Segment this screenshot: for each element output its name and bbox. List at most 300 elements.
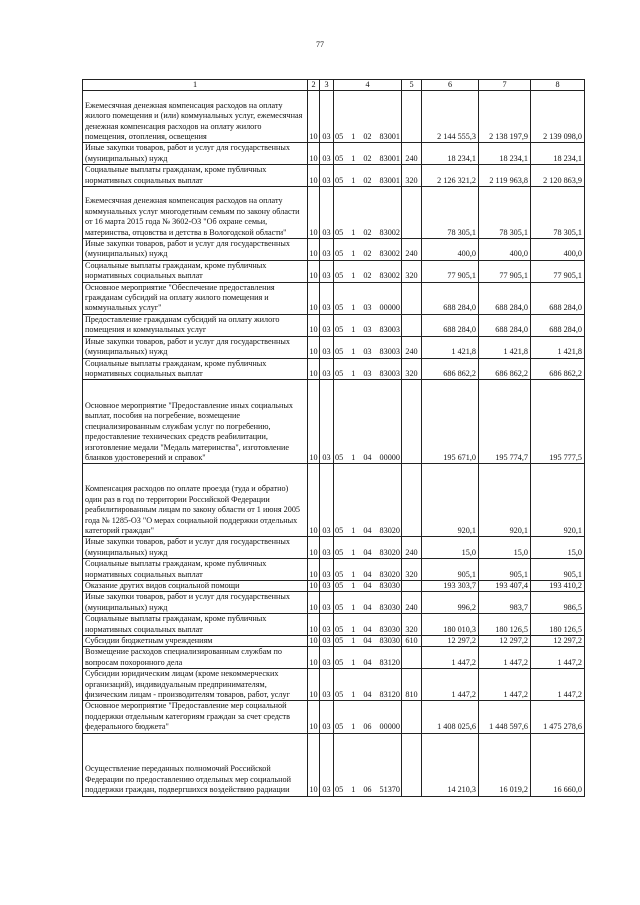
section-code: 10 — [308, 282, 320, 314]
subsection-code: 03 — [320, 187, 334, 239]
amount-2020: 15,0 — [479, 537, 531, 559]
section-code: 10 — [309, 635, 318, 645]
amount-2021: 12 297,2 — [531, 635, 585, 646]
amount-2020: 180 126,5 — [479, 614, 531, 636]
row-name: Иные закупки товаров, работ и услуг для государственных (муниципальных) нужд — [83, 239, 308, 261]
amount-2021: 986,5 — [531, 592, 585, 614]
section-code: 10 — [308, 165, 320, 187]
table-row — [83, 380, 585, 464]
subsection-code: 03 — [320, 239, 334, 261]
subsection-code: 03 — [320, 165, 334, 187]
target-article-parts — [334, 636, 401, 646]
expense-type-code — [402, 733, 422, 796]
amount-2019: 996,2 — [422, 592, 479, 614]
subsection-code: 03 — [320, 260, 334, 282]
code-part: 83002 — [379, 271, 400, 281]
code-part: 83001 — [379, 153, 400, 163]
code-part: 04 — [363, 624, 372, 634]
amount-2020: 195 774,7 — [479, 380, 531, 464]
amount-2021: 920,1 — [531, 464, 585, 537]
code-part: 05 — [335, 525, 344, 535]
amount-2020: 1 448 597,6 — [479, 701, 531, 733]
code-part: 02 — [363, 249, 372, 259]
amount-2019: 15,0 — [422, 537, 479, 559]
code-part: 1 — [351, 249, 356, 259]
subsection-code: 03 — [320, 537, 334, 559]
row-name: Социальные выплаты гражданам, кроме публичных нормативных социальных выплат — [83, 614, 308, 636]
expense-type-code: 320 — [402, 260, 422, 282]
amount-2021: 16 660,0 — [531, 733, 585, 796]
code-part: 1 — [351, 347, 356, 357]
code-part: 1 — [351, 368, 356, 378]
amount-2019: 78 305,1 — [422, 187, 479, 239]
subsection-code: 03 — [320, 669, 334, 701]
row-name: Социальные выплаты гражданам, кроме публичных нормативных социальных выплат — [83, 358, 308, 380]
code-part: 1 — [351, 785, 356, 795]
expense-type-code — [402, 380, 422, 464]
table-row — [83, 537, 585, 559]
code-part: 03 — [363, 303, 372, 313]
amount-2020: 12 297,2 — [479, 635, 531, 646]
table-row — [83, 635, 585, 646]
target-article-parts — [334, 722, 401, 732]
amount-2019: 14 210,3 — [422, 733, 479, 796]
code-part: 1 — [351, 525, 356, 535]
code-part: 83020 — [379, 525, 400, 535]
row-name: Социальные выплаты гражданам, кроме публичных нормативных социальных выплат — [83, 165, 308, 187]
amount-2020: 193 407,4 — [479, 580, 531, 591]
code-part: 04 — [363, 569, 372, 579]
code-part: 02 — [363, 175, 372, 185]
expense-type-code — [402, 464, 422, 537]
subsection-code: 03 — [320, 380, 334, 464]
section-code: 10 — [308, 733, 320, 796]
code-part: 02 — [363, 132, 372, 141]
section-code: 10 — [308, 592, 320, 614]
target-article-code — [334, 314, 402, 336]
section-code: 10 — [308, 537, 320, 559]
target-article-parts — [334, 690, 401, 700]
target-article-parts — [334, 369, 401, 379]
amount-2020: 18 234,1 — [479, 143, 531, 165]
amount-2021: 15,0 — [531, 537, 585, 559]
section-code: 10 — [308, 260, 320, 282]
subsection-code: 03 — [320, 701, 334, 733]
amount-2020: 688 284,0 — [479, 314, 531, 336]
code-part: 05 — [335, 635, 344, 645]
subsection-code: 03 — [320, 282, 334, 314]
amount-2019: 180 010,3 — [422, 614, 479, 636]
row-name: Иные закупки товаров, работ и услуг для государственных (муниципальных) нужд — [83, 143, 308, 165]
code-part: 05 — [335, 624, 344, 634]
expense-type-code — [402, 701, 422, 733]
target-article-parts — [334, 548, 401, 558]
code-part: 51370 — [379, 785, 400, 795]
table-row — [83, 701, 585, 733]
amount-2020: 2 138 197,9 — [479, 91, 531, 143]
amount-2021: 193 410,2 — [531, 580, 585, 591]
code-part: 83120 — [379, 657, 400, 667]
target-article-code — [334, 669, 402, 701]
amount-2020: 77 905,1 — [479, 260, 531, 282]
section-code: 10 — [308, 701, 320, 733]
code-part: 1 — [351, 722, 356, 732]
amount-2021: 686 862,2 — [531, 358, 585, 380]
subsection-code: 03 — [320, 733, 334, 796]
code-part: 04 — [363, 452, 372, 462]
target-article-parts — [334, 176, 401, 186]
section-code: 10 — [308, 314, 320, 336]
code-part: 83020 — [379, 547, 400, 557]
table-row — [83, 669, 585, 701]
section-code: 10 — [308, 187, 320, 239]
amount-2020: 2 119 963,8 — [479, 165, 531, 187]
amount-2021: 18 234,1 — [531, 143, 585, 165]
target-article-code — [334, 165, 402, 187]
subsection-code: 03 — [320, 314, 334, 336]
code-part: 1 — [351, 657, 356, 667]
target-article-code — [334, 239, 402, 261]
section-code: 10 — [308, 464, 320, 537]
target-article-code — [334, 260, 402, 282]
code-part: 05 — [335, 227, 344, 237]
code-part: 04 — [363, 602, 372, 612]
code-part: 05 — [335, 153, 344, 163]
amount-2021: 78 305,1 — [531, 187, 585, 239]
code-part: 02 — [363, 227, 372, 237]
target-article-parts — [334, 785, 401, 795]
code-part: 83003 — [379, 368, 400, 378]
amount-2021: 905,1 — [531, 559, 585, 581]
code-part: 05 — [335, 690, 344, 699]
target-article-code — [334, 614, 402, 636]
code-part: 1 — [351, 227, 356, 237]
subsection-code: 03 — [320, 143, 334, 165]
code-part: 1 — [351, 132, 356, 141]
target-article-parts — [334, 625, 401, 635]
amount-2019: 688 284,0 — [422, 282, 479, 314]
header-cell: 3 — [320, 80, 334, 91]
code-part: 05 — [335, 452, 344, 462]
amount-2020: 983,7 — [479, 592, 531, 614]
code-part: 1 — [351, 325, 356, 335]
amount-2021: 1 447,2 — [531, 647, 585, 669]
expense-type-code — [402, 187, 422, 239]
header-cell: 1 — [83, 80, 308, 91]
code-part: 1 — [351, 580, 356, 590]
amount-2021: 2 120 863,9 — [531, 165, 585, 187]
row-name: Предоставление гражданам субсидий на оплату жилого помещения и коммунальных услуг — [83, 314, 308, 336]
amount-2020: 78 305,1 — [479, 187, 531, 239]
row-name: Иные закупки товаров, работ и услуг для государственных (муниципальных) нужд — [83, 336, 308, 358]
section-code: 10 — [308, 143, 320, 165]
code-part: 1 — [351, 175, 356, 185]
table-row — [83, 647, 585, 669]
amount-2020: 16 019,2 — [479, 733, 531, 796]
amount-2019: 1 421,8 — [422, 336, 479, 358]
subsection-code: 03 — [320, 91, 334, 143]
code-part: 06 — [363, 722, 372, 732]
amount-2021: 77 905,1 — [531, 260, 585, 282]
row-name: Компенсация расходов по оплате проезда (туда и обратно) один раз в год по территории Российской Федерации реабилитированным лицам по закону области от 1 июня 2005 года № 1285-ОЗ "О мерах социальной поддержки отдельных категорий граждан" — [83, 464, 308, 537]
code-part: 06 — [363, 785, 372, 795]
amount-2019: 1 447,2 — [422, 647, 479, 669]
table-row — [83, 143, 585, 165]
target-article-code — [334, 559, 402, 581]
table-row — [83, 464, 585, 537]
code-part: 04 — [363, 690, 372, 699]
target-article-code — [334, 187, 402, 239]
code-part: 05 — [335, 175, 344, 185]
amount-2021: 400,0 — [531, 239, 585, 261]
section-code: 10 — [308, 614, 320, 636]
amount-2019: 920,1 — [422, 464, 479, 537]
table-row — [83, 559, 585, 581]
page-number: 77 — [316, 40, 324, 49]
code-part: 00000 — [379, 303, 400, 313]
expense-type-code: 610 — [402, 635, 422, 646]
section-code: 10 — [308, 647, 320, 669]
target-article-parts — [334, 603, 401, 613]
code-part: 83001 — [379, 175, 400, 185]
target-article-parts — [334, 526, 401, 536]
amount-2021: 180 126,5 — [531, 614, 585, 636]
target-article-code — [334, 701, 402, 733]
target-article-code — [334, 647, 402, 669]
code-part: 03 — [363, 368, 372, 378]
amount-2019: 195 671,0 — [422, 380, 479, 464]
amount-2019: 2 126 321,2 — [422, 165, 479, 187]
target-article-code — [334, 380, 402, 464]
amount-2021: 195 777,5 — [531, 380, 585, 464]
row-name: Возмещение расходов специализированным службам по вопросам похоронного дела — [83, 647, 308, 669]
code-part: 1 — [351, 635, 356, 645]
row-name: Иные закупки товаров, работ и услуг для государственных (муниципальных) нужд — [83, 537, 308, 559]
expense-type-code — [402, 647, 422, 669]
expense-type-code: 240 — [402, 336, 422, 358]
row-name: Субсидии бюджетным учреждениям — [83, 635, 308, 646]
code-part: 04 — [363, 547, 372, 557]
expense-type-code — [402, 314, 422, 336]
amount-2020: 1 421,8 — [479, 336, 531, 358]
header-cell: 6 — [422, 80, 479, 91]
code-part: 1 — [351, 452, 356, 462]
amount-2019: 686 862,2 — [422, 358, 479, 380]
code-part: 04 — [363, 525, 372, 535]
code-part: 1 — [351, 624, 356, 634]
row-name: Социальные выплаты гражданам, кроме публичных нормативных социальных выплат — [83, 260, 308, 282]
subsection-code: 03 — [320, 635, 334, 646]
code-part: 00000 — [379, 452, 400, 462]
expense-type-code: 240 — [402, 592, 422, 614]
code-part: 04 — [363, 635, 372, 645]
code-part: 04 — [363, 580, 372, 590]
subsection-code: 03 — [320, 358, 334, 380]
table-row — [83, 358, 585, 380]
target-article-parts — [334, 271, 401, 281]
target-article-parts — [334, 581, 401, 591]
target-article-code — [334, 635, 402, 646]
target-article-code — [334, 358, 402, 380]
code-part: 83001 — [379, 132, 400, 141]
expense-type-code: 320 — [402, 614, 422, 636]
code-part: 05 — [335, 547, 344, 557]
amount-2020: 1 447,2 — [479, 647, 531, 669]
code-part: 05 — [335, 303, 344, 313]
header-cell: 4 — [334, 80, 402, 91]
section-code: 10 — [308, 380, 320, 464]
amount-2019: 688 284,0 — [422, 314, 479, 336]
header-cell: 7 — [479, 80, 531, 91]
target-article-parts — [334, 658, 401, 668]
expense-type-code: 240 — [402, 239, 422, 261]
code-part: 83020 — [379, 569, 400, 579]
amount-2020: 686 862,2 — [479, 358, 531, 380]
amount-2020: 688 284,0 — [479, 282, 531, 314]
row-name: Социальные выплаты гражданам, кроме публичных нормативных социальных выплат — [83, 559, 308, 581]
expense-type-code: 320 — [402, 358, 422, 380]
amount-2021: 688 284,0 — [531, 282, 585, 314]
code-part: 04 — [363, 657, 372, 667]
code-part: 83030 — [379, 602, 400, 612]
code-part: 1 — [351, 271, 356, 281]
target-article-code — [334, 464, 402, 537]
target-article-parts — [334, 303, 401, 313]
code-part: 1 — [351, 569, 356, 579]
section-code: 10 — [308, 91, 320, 143]
code-part: 05 — [335, 271, 344, 281]
target-article-code — [334, 91, 402, 143]
code-part: 05 — [335, 325, 344, 335]
table-row — [83, 336, 585, 358]
code-part: 05 — [335, 722, 344, 732]
expense-type-code — [402, 282, 422, 314]
subsection-code: 03 — [320, 336, 334, 358]
row-name: Ежемесячная денежная компенсация расходов на оплату жилого помещения и (или) коммунальных услуг, ежемесячная денежная компенсация расходов на оплату жилого помещения, отопления, освещения — [83, 91, 308, 143]
subsection-code: 03 — [320, 592, 334, 614]
amount-2021: 1 421,8 — [531, 336, 585, 358]
target-article-code — [334, 282, 402, 314]
code-part: 05 — [335, 569, 344, 579]
expense-type-code: 320 — [402, 559, 422, 581]
code-part: 05 — [335, 368, 344, 378]
amount-2021: 1 475 278,6 — [531, 701, 585, 733]
expense-type-code: 240 — [402, 537, 422, 559]
table-row — [83, 314, 585, 336]
subsection-code: 03 — [320, 647, 334, 669]
code-part: 05 — [335, 249, 344, 259]
target-article-parts — [334, 347, 401, 357]
code-part: 05 — [335, 580, 344, 590]
amount-2020: 1 447,2 — [479, 669, 531, 701]
section-code: 10 — [308, 669, 320, 701]
row-name: Ежемесячная денежная компенсация расходов на оплату коммунальных услуг многодетным семьям по закону области от 16 марта 2015 года № 3602-ОЗ "Об охране семьи, материнства, отцовства и детства в Вологодской области" — [83, 187, 308, 239]
amount-2021: 1 447,2 — [531, 669, 585, 701]
expense-type-code: 320 — [402, 165, 422, 187]
table-row — [83, 260, 585, 282]
subsection-code: 03 — [320, 559, 334, 581]
amount-2019: 2 144 555,3 — [422, 91, 479, 143]
amount-2019: 1 408 025,6 — [422, 701, 479, 733]
row-name: Основное мероприятие "Предоставление иных социальных выплат, пособия на погребение, возмещение специализированным службам услуг по погребению, предоставление технических средств реабилитации, изготовление медали "Медаль материнства", изготовление бланков удостоверений и справок" — [83, 380, 308, 464]
target-article-parts — [334, 325, 401, 335]
code-part: 83030 — [379, 624, 400, 634]
code-part: 05 — [335, 602, 344, 612]
amount-2019: 77 905,1 — [422, 260, 479, 282]
code-part: 03 — [363, 347, 372, 357]
row-name: Иные закупки товаров, работ и услуг для государственных (муниципальных) нужд — [83, 592, 308, 614]
code-part: 83002 — [379, 227, 400, 237]
target-article-parts — [334, 132, 401, 142]
amount-2020: 400,0 — [479, 239, 531, 261]
code-part: 1 — [351, 303, 356, 313]
header-cell: 8 — [531, 80, 585, 91]
table-row — [83, 733, 585, 796]
target-article-code — [334, 537, 402, 559]
subsection-code: 03 — [320, 464, 334, 537]
target-article-parts — [334, 570, 401, 580]
table-row — [83, 592, 585, 614]
amount-2021: 2 139 098,0 — [531, 91, 585, 143]
section-code: 10 — [308, 336, 320, 358]
table-row — [83, 239, 585, 261]
header-row — [83, 80, 585, 91]
subsection-code: 03 — [320, 580, 334, 591]
code-part: 1 — [351, 602, 356, 612]
target-article-parts — [334, 154, 401, 164]
amount-2020: 905,1 — [479, 559, 531, 581]
code-part: 02 — [363, 153, 372, 163]
target-article-code — [334, 336, 402, 358]
code-part: 1 — [351, 547, 356, 557]
amount-2019: 400,0 — [422, 239, 479, 261]
target-article-code — [334, 143, 402, 165]
code-part: 05 — [335, 132, 344, 141]
header-cell: 5 — [402, 80, 422, 91]
expense-type-code: 810 — [402, 669, 422, 701]
amount-2019: 193 303,7 — [422, 580, 479, 591]
row-name: Основное мероприятие "Предоставление мер социальной поддержки отдельным категориям граждан за счет средств федерального бюджета" — [83, 701, 308, 733]
row-name: Оказание других видов социальной помощи — [83, 580, 308, 591]
row-name: Основное мероприятие "Обеспечение предоставления гражданам субсидий на оплату жилого помещения и коммунальных услуг" — [83, 282, 308, 314]
amount-2019: 18 234,1 — [422, 143, 479, 165]
row-name: Субсидии юридическим лицам (кроме некоммерческих организаций), индивидуальным предпринимателям, физическим лицам - производителям товаров, работ, услуг — [83, 669, 308, 701]
target-article-parts — [334, 453, 401, 463]
table-row — [83, 91, 585, 143]
code-part: 1 — [351, 690, 356, 699]
expense-type-code — [402, 91, 422, 143]
amount-2021: 688 284,0 — [531, 314, 585, 336]
amount-2019: 12 297,2 — [422, 635, 479, 646]
amount-2019: 905,1 — [422, 559, 479, 581]
amount-2020: 920,1 — [479, 464, 531, 537]
code-part: 05 — [335, 347, 344, 357]
code-part: 1 — [351, 153, 356, 163]
section-code: 10 — [308, 239, 320, 261]
table-row — [83, 187, 585, 239]
table-row — [83, 580, 585, 591]
code-part: 00000 — [379, 722, 400, 732]
expense-type-code — [402, 580, 422, 591]
section-code: 10 — [309, 580, 318, 590]
section-code: 10 — [308, 559, 320, 581]
code-part: 83003 — [379, 325, 400, 335]
row-name: Осуществление переданных полномочий Российской Федерации по предоставлению отдельных мер социальной поддержки граждан, подвергшихся воздействию радиации — [83, 733, 308, 796]
table-row — [83, 282, 585, 314]
amount-2019: 1 447,2 — [422, 669, 479, 701]
target-article-code — [334, 580, 402, 591]
header-cell: 2 — [308, 80, 320, 91]
